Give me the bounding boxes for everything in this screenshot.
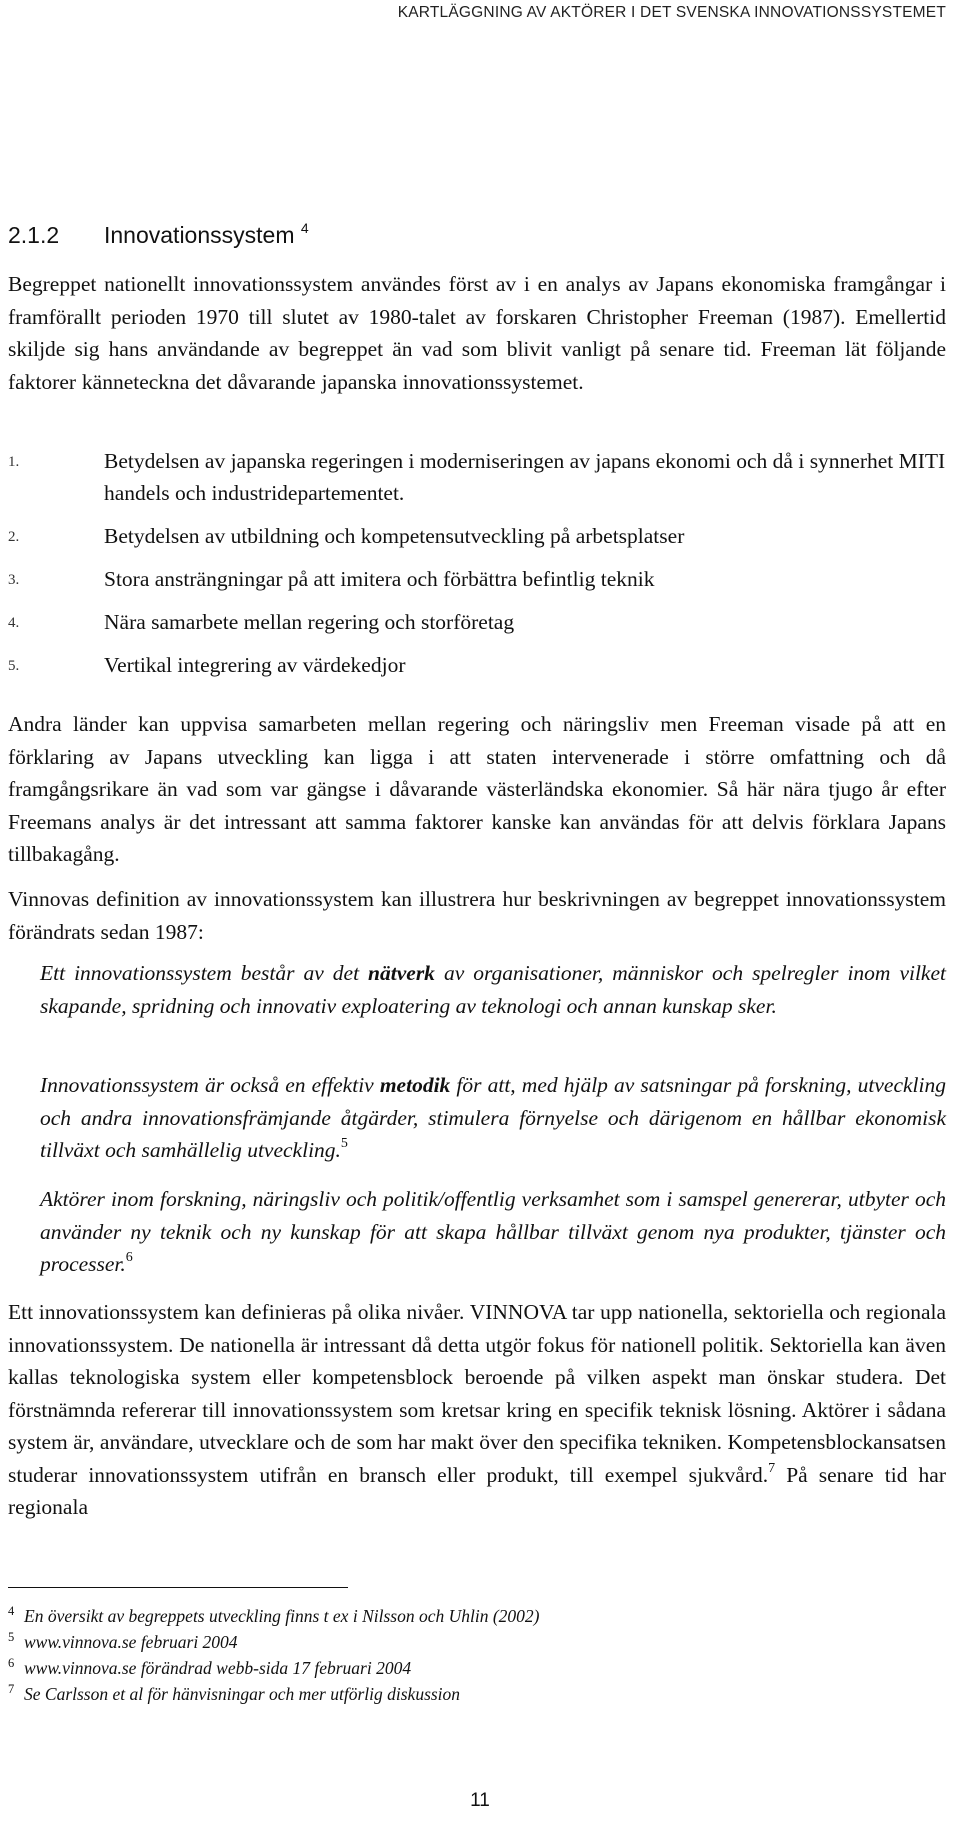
footnote-mark: 5: [8, 1630, 15, 1644]
quote-text: Innovationssystem är också en effektiv: [40, 1073, 380, 1097]
footnote: [8, 1681, 946, 1707]
quote-text: för att, med hjälp av satsningar på forskning, utveckling och andra innovationsfrämjande åtgärder, stimulera förnyelse och därigenom en hållbar ekonomisk tillväxt och samhällelig utveckling.: [40, 1073, 946, 1162]
quote-emphasis: nätverk: [368, 961, 435, 985]
definition-quote: [40, 1183, 946, 1281]
list-item-text: Betydelsen av japanska regeringen i moderniseringen av japans ekonomi och då i synnerhet MITI handels och industridepartementet.: [104, 449, 946, 505]
list-item: [8, 445, 946, 509]
list-item: [8, 606, 946, 638]
definition-quote: [40, 1069, 946, 1167]
list-item: [8, 649, 946, 681]
paragraph: Andra länder kan uppvisa samarbeten mellan regering och näringsliv men Freeman visade på att en förklaring av Japans utveckling kan ligga i att staten intervenerade i större omfattning och då framgångsrikare än vad som var gängse i dåvarande västerländska ekonomier. Så här nära tjugo år efter Freemans analys är det intressant att samma faktorer kanske kan användas för att delvis förklara Japans tillbakagång.: [8, 712, 946, 866]
footnote-text: Se Carlsson et al för hänvisningar och mer utförlig diskussion: [24, 1684, 461, 1704]
definition-quote: [40, 957, 946, 1022]
paragraph-text: På senare tid har regionala: [8, 1462, 946, 1519]
footnote-ref[interactable]: 4: [300, 220, 309, 236]
footnote-text: En översikt av begreppets utveckling finns t ex i Nilsson och Uhlin (2002): [24, 1606, 540, 1626]
page-number: 11: [470, 1790, 490, 1811]
quote-text: av organisationer, människor och spelregler inom vilket skapande, spridning och innovativ exploatering av teknologi och annan kunskap sker.: [40, 961, 946, 1018]
paragraph: Vinnovas definition av innovationssystem kan illustrera hur beskrivningen av begreppet innovationssystem förändrats sedan 1987:: [8, 887, 946, 944]
list-item-number: 3.: [8, 572, 20, 588]
footnote-mark: 7: [8, 1682, 15, 1696]
footnote-text[interactable]: www.vinnova.se februari 2004: [24, 1632, 238, 1652]
running-header: KARTLÄGGNING AV AKTÖRER I DET SVENSKA INNOVATIONSSYSTEMET: [397, 4, 946, 21]
list-item-text: Vertikal integrering av värdekedjor: [104, 653, 406, 677]
list-item-text: Betydelsen av utbildning och kompetensutveckling på arbetsplatser: [104, 524, 685, 548]
list-item-text: Nära samarbete mellan regering och storföretag: [104, 610, 515, 634]
section-number: 2.1.2: [8, 222, 60, 248]
footnote-text[interactable]: www.vinnova.se förändrad webb-sida 17 februari 2004: [24, 1658, 412, 1678]
quote-emphasis: metodik: [379, 1073, 451, 1097]
footnote-ref[interactable]: 6: [125, 1250, 133, 1265]
section-heading: [8, 222, 309, 249]
quote-text: Ett innovationssystem består av det: [40, 961, 369, 985]
list-item: [8, 563, 946, 595]
footnote: [8, 1655, 946, 1681]
list-item: [8, 520, 946, 552]
list-item-number: 4.: [8, 615, 20, 631]
list-item-number: 2.: [8, 529, 20, 545]
factor-list: [8, 445, 946, 681]
footnote-ref[interactable]: 5: [340, 1136, 348, 1151]
footnote: [8, 1603, 946, 1629]
section-title: Innovationssystem: [104, 222, 295, 248]
footnote-divider: [8, 1587, 348, 1588]
paragraph-text: Ett innovationssystem kan definieras på olika nivåer. VINNOVA tar upp nationella, sektoriella och regionala innovationssystem. De nationella är intressant då detta utgör fokus för nationell politik. Sektoriella kan även kallas teknologiska system eller kompetensblock beroende på vilken aspekt man önskar studera. Det förstnämnda refererar till innovationssystem som kretsar kring en specifik teknisk lösning. Aktörer i sådana system är, användare, utvecklare och de som har makt över den specifika tekniken. Kompetensblockansatsen studerar innovationssystem utifrån en bransch eller produkt, till exempel sjukvård.: [8, 1300, 946, 1487]
list-item-text: Stora ansträngningar på att imitera och förbättra befintlig teknik: [104, 567, 655, 591]
footnote-mark: 6: [8, 1656, 15, 1670]
quote-text: Aktörer inom forskning, näringsliv och politik/offentlig verksamhet som i samspel genererar, utbyter och använder ny teknik och ny kunskap för att skapa hållbar tillväxt genom nya produkter, tjänster och processer.: [40, 1187, 946, 1276]
footnote-mark: 4: [8, 1604, 15, 1618]
footnote-ref[interactable]: 7: [768, 1460, 776, 1476]
intro-paragraph: Begreppet nationellt innovationssystem användes först av i en analys av Japans ekonomiska framgångar i framförallt perioden 1970 till slutet av 1980-talet av forskaren Christopher Freeman (1987). Emellertid skiljde sig hans användande av begreppet än vad som blivit vanligt på senare tid. Freeman lät följande faktorer känneteckna det dåvarande japanska innovationssystemet.: [8, 272, 946, 394]
paragraph: [8, 1296, 946, 1524]
footnote: [8, 1629, 946, 1655]
list-item-number: 1.: [8, 454, 20, 470]
footnotes: [8, 1603, 946, 1707]
list-item-number: 5.: [8, 658, 20, 674]
